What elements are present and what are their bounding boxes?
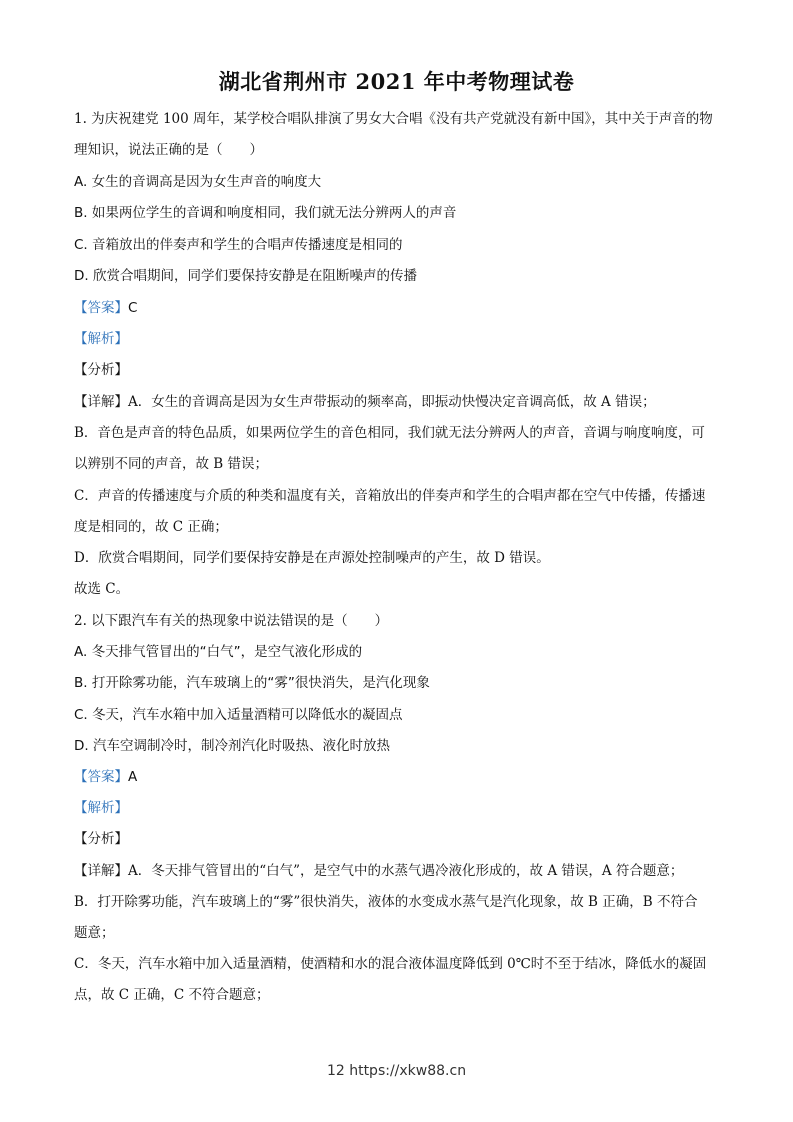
q2-option-c: C. 冬天，汽车水箱中加入适量酒精可以降低水的凝固点 <box>74 707 403 723</box>
q2-answer-value: A <box>128 769 138 785</box>
q2-stem-line-1: 2. 以下跟汽车有关的热现象中说法错误的是（ ） <box>74 613 389 629</box>
q1-fenxi: 【分析】 <box>74 362 128 378</box>
q1-detail-line-1: 【详解】A．女生的音调高是因为女生声带振动的频率高，即振动快慢决定音调高低，故 A 错误； <box>74 394 656 410</box>
q1-stem-line-2: 理知识，说法正确的是（ ） <box>74 142 263 158</box>
q1-option-a: A. 女生的音调高是因为女生声音的响度大 <box>74 174 322 190</box>
q2-option-d: D. 汽车空调制冷时，制冷剂汽化时吸热、液化时放热 <box>74 738 390 754</box>
q1-option-b: B. 如果两位学生的音调和响度相同，我们就无法分辨两人的声音 <box>74 205 457 221</box>
q2-answer <box>74 768 734 786</box>
q1-option-d: D. 欣赏合唱期间，同学们要保持安静是在阻断噪声的传播 <box>74 268 417 284</box>
q1-detail-line-2: B．音色是声音的特色品质，如果两位学生的音色相同，我们就无法分辨两人的声音，音调与响度响度，可 <box>74 425 705 441</box>
q1-answer-tag: 【答案】 <box>74 300 128 316</box>
q2-option-b: B. 打开除雾功能，汽车玻璃上的“雾”很快消失，是汽化现象 <box>74 675 430 691</box>
q2-detail-line-5: 点，故 C 正确，C 不符合题意； <box>74 987 270 1003</box>
q1-answer <box>74 299 734 317</box>
q2-detail-line-3: 题意； <box>74 925 115 941</box>
q2-detail-line-1: 【详解】A．冬天排气管冒出的“白气”，是空气中的水蒸气遇冷液化形成的，故 A 错误，A 符合题意； <box>74 863 684 879</box>
q1-detail-line-3: 以辨别不同的声音，故 B 错误； <box>74 456 269 472</box>
q1-stem-line-1: 1. 为庆祝建党 100 周年，某学校合唱队排演了男女大合唱《没有共产党就没有新中国》，其中关于声音的物 <box>74 111 713 127</box>
q2-answer-tag: 【答案】 <box>74 769 128 785</box>
q2-option-a: A. 冬天排气管冒出的“白气”，是空气液化形成的 <box>74 644 363 660</box>
q2-fenxi: 【分析】 <box>74 831 128 847</box>
q1-detail-line-7: 故选 C。 <box>74 581 130 597</box>
q1-detail-line-6: D．欣赏合唱期间，同学们要保持安静是在声源处控制噪声的产生，故 D 错误。 <box>74 550 550 566</box>
page-footer: 12 https://xkw88.cn <box>326 1063 467 1079</box>
q2-detail-line-2: B．打开除雾功能，汽车玻璃上的“雾”很快消失，液体的水变成水蒸气是汽化现象，故 B 正确，B 不符合 <box>74 894 698 910</box>
q1-answer-value: C <box>128 300 138 316</box>
page-title: 湖北省荆州市 2021 年中考物理试卷 <box>218 69 575 94</box>
q1-detail-line-5: 度是相同的，故 C 正确； <box>74 519 228 535</box>
q2-analysis-tag: 【解析】 <box>74 800 128 816</box>
q1-analysis-tag: 【解析】 <box>74 331 128 347</box>
q1-option-c: C. 音箱放出的伴奏声和学生的合唱声传播速度是相同的 <box>74 237 403 253</box>
q2-detail-line-4: C．冬天，汽车水箱中加入适量酒精，使酒精和水的混合液体温度降低到 0℃时不至于结冰，降低水的凝固 <box>74 956 707 972</box>
q1-detail-line-4: C．声音的传播速度与介质的种类和温度有关，音箱放出的伴奏声和学生的合唱声都在空气中传播，传播速 <box>74 488 706 504</box>
